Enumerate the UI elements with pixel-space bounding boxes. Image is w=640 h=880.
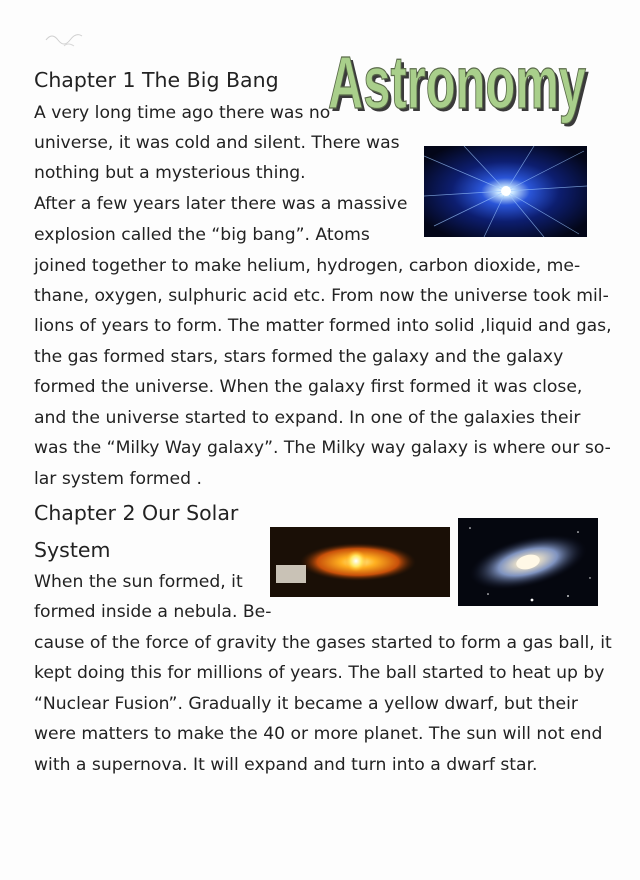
paragraph-line: After a few years later there was a massive (34, 194, 408, 214)
paragraph-line: with a supernova. It will expand and turn into a dwarf star. (34, 755, 538, 775)
paragraph-line: were matters to make the 40 or more planet. The sun will not end (34, 724, 603, 744)
title-text: Astronomy (328, 41, 586, 124)
chapter2-heading-line2: System (34, 538, 111, 562)
paragraph-line: nothing but a mysterious thing. (34, 163, 306, 183)
scan-smudge (44, 28, 94, 50)
big-bang-burst-graphic (424, 146, 587, 237)
paragraph-line: lions of years to form. The matter formed into solid ,liquid and gas, (34, 316, 612, 336)
paragraph-line: formed the universe. When the galaxy first formed it was close, (34, 377, 583, 397)
title-shadow: Astronomy (331, 44, 589, 127)
astronomy-title-art (326, 34, 594, 134)
solar-nebula-disk-graphic (270, 527, 450, 597)
paragraph-line: joined together to make helium, hydrogen, carbon dioxide, me- (34, 256, 581, 276)
paragraph-line: explosion called the “big bang”. Atoms (34, 225, 370, 245)
spiral-galaxy-graphic (458, 518, 598, 606)
paragraph-line: was the “Milky Way galaxy”. The Milky way galaxy is where our so- (34, 438, 611, 458)
solar-nebula-image (270, 527, 450, 597)
paragraph-line: kept doing this for millions of years. The ball started to heat up by (34, 663, 605, 683)
chapter1-heading: Chapter 1 The Big Bang (34, 68, 279, 92)
paragraph-line: the gas formed stars, stars formed the galaxy and the galaxy (34, 347, 564, 367)
paragraph-line: thane, oxygen, sulphuric acid etc. From now the universe took mil- (34, 286, 609, 306)
paragraph-line: A very long time ago there was no (34, 103, 331, 123)
paragraph-line: lar system formed . (34, 469, 202, 489)
big-bang-image (424, 146, 587, 237)
paragraph-line: cause of the force of gravity the gases started to form a gas ball, it (34, 633, 612, 653)
paragraph-line: and the universe started to expand. In one of the galaxies their (34, 408, 581, 428)
paragraph-line: “Nuclear Fusion”. Gradually it became a yellow dwarf, but their (34, 694, 578, 714)
paragraph-line: universe, it was cold and silent. There was (34, 133, 400, 153)
paragraph-line: When the sun formed, it (34, 572, 243, 592)
chapter2-heading-line1: Chapter 2 Our Solar (34, 501, 239, 525)
galaxy-image (458, 518, 598, 606)
paragraph-line: formed inside a nebula. Be- (34, 602, 272, 622)
